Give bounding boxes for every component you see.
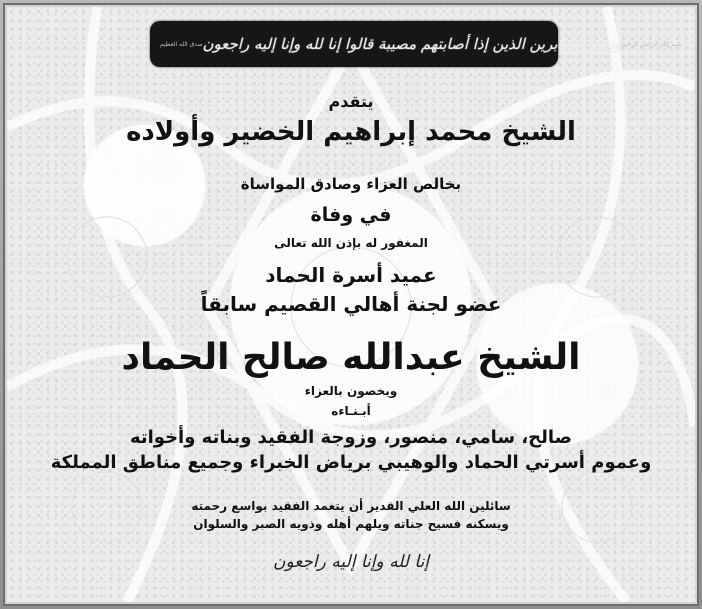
sons-list: صالح، سامي، منصور، وزوجة الفقيد وبناته وأخواته <box>129 427 573 448</box>
dean-title: عميد أسرة الحماد <box>265 263 437 287</box>
family-list: وعموم أسرتي الحماد والوهيبي برياض الخبراء وجميع مناطق المملكة <box>50 452 652 473</box>
specially-condole-text: ويخصون بالعزاء <box>304 384 398 398</box>
presents-text: يتقدم <box>328 92 374 111</box>
forgiven-text: المغفور له بإذن الله تعالى <box>274 236 428 250</box>
footer-calligraphy: إنا لله وإنا إليه راجعون <box>272 552 430 572</box>
prayer-line-1: سائلين الله العلي القدير أن يتغمد الفقيد بواسع رحمته <box>191 499 511 513</box>
member-title: عضو لجنة أهالي القصيم سابقاً <box>200 292 502 316</box>
middle-frame <box>3 3 699 606</box>
sons-heading: أبـنـاءه <box>331 404 371 418</box>
notice-canvas <box>7 7 695 602</box>
deceased-name: الشيخ عبدالله صالح الحماد <box>121 337 581 378</box>
prayer-line-2: ويسكنه فسيح جناته ويلهم أهله وذويه الصبر والسلوان <box>193 517 509 531</box>
quran-verse-calligraphy: وبشر الصابرين الذين إذا أصابتهم مصيبة قالوا إنا لله وإنا إليه راجعون <box>202 35 622 53</box>
quran-verse-banner <box>150 21 683 67</box>
on-death-text: في وفاة <box>310 204 392 226</box>
sadaqa-text: صدق الله العظيم <box>160 40 203 48</box>
presenter-name: الشيخ محمد إبراهيم الخضير وأولاده <box>126 117 576 147</box>
basmala-text: بسم الله الرحمن الرحيم <box>621 40 683 48</box>
condolences-text: بخالص العزاء وصادق المواساة <box>240 175 462 193</box>
inner-frame <box>5 5 697 604</box>
